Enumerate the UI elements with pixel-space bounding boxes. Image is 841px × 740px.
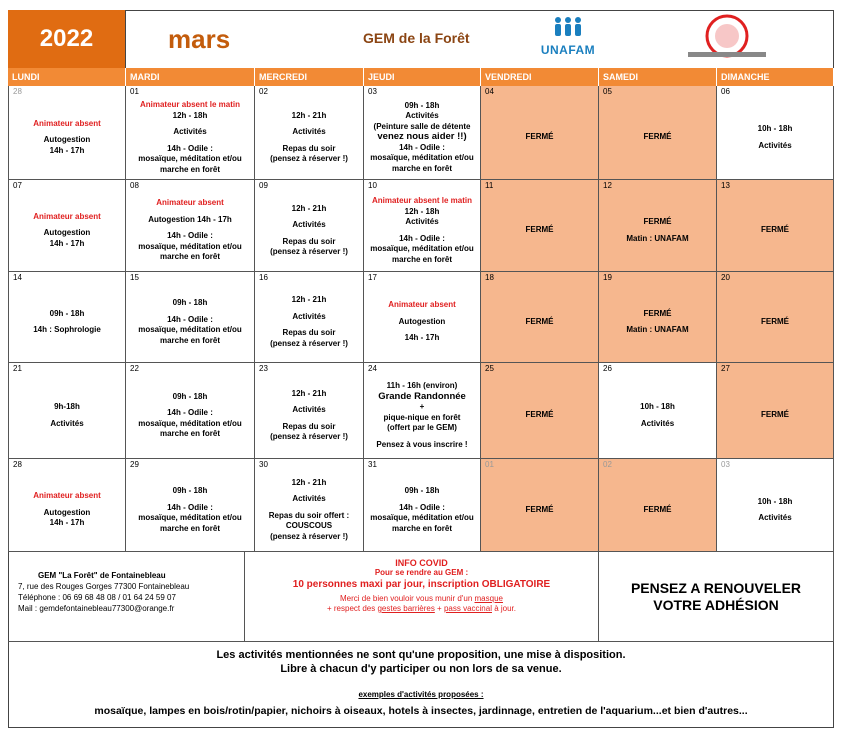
activity-line: 10h - 18h <box>640 402 675 411</box>
day-activities <box>599 190 716 271</box>
day-cell <box>126 459 255 552</box>
day-number: 28 <box>13 460 22 469</box>
day-cell <box>364 363 481 459</box>
day-number: 24 <box>368 364 377 373</box>
day-cell <box>481 86 599 180</box>
day-activities <box>9 469 125 551</box>
activity-line: Animateur absent le matin <box>139 100 241 109</box>
covid-line1: Pour se rendre au GEM : <box>374 568 469 577</box>
day-activities <box>599 469 716 551</box>
day-activities <box>126 96 254 179</box>
day-cell <box>717 272 834 363</box>
activity-line: 14h - 17h <box>49 238 85 248</box>
activity-line: Activités <box>292 494 326 504</box>
day-number: 30 <box>259 460 268 469</box>
activity-line: 14h - 17h <box>404 333 440 343</box>
day-number: 31 <box>368 460 377 469</box>
activity-line: mosaïque, méditation et/ou <box>138 241 242 251</box>
day-activities <box>364 469 480 551</box>
day-activities <box>364 96 480 179</box>
activity-line: Activités <box>640 418 675 428</box>
activity-line: 14h : Sophrologie <box>33 325 101 334</box>
weekday-0: LUNDI <box>8 68 126 86</box>
contact-mail: Mail : gemdefontainebleau77300@orange.fr <box>18 604 175 613</box>
activity-line: Autogestion <box>43 135 91 145</box>
activity-line: FERMÉ <box>643 217 672 226</box>
day-activities <box>717 282 833 362</box>
unafam-logo: UNAFAM <box>523 16 613 64</box>
contact-box <box>8 552 245 642</box>
activity-line: Animateur absent <box>388 300 456 310</box>
activity-line: Matin : UNAFAM <box>626 325 689 334</box>
day-cell <box>717 180 834 272</box>
activity-line: 10h - 18h <box>757 496 793 506</box>
activity-line: 14h - 17h <box>49 145 85 155</box>
activity-line: Activités <box>758 140 792 150</box>
day-number: 26 <box>603 364 612 373</box>
day-activities <box>364 282 480 362</box>
activity-line: Activités <box>292 311 326 321</box>
day-cell <box>599 459 717 552</box>
day-number: 12 <box>603 181 612 190</box>
activity-line: + <box>419 402 425 411</box>
examples-list: mosaïque, lampes en bois/rotin/papier, nichoirs à oiseaux, hotels à insectes, jardinnage, entretien de l'aquarium...et bien d'autres... <box>94 705 748 717</box>
day-number: 15 <box>130 273 139 282</box>
day-number: 02 <box>603 460 612 469</box>
activity-line: Autogestion <box>398 316 446 326</box>
activity-line: Repas du soir offert : <box>268 510 350 520</box>
activity-line: 09h - 18h <box>172 391 208 401</box>
day-number: 01 <box>130 87 139 96</box>
weekday-6: DIMANCHE <box>717 68 834 86</box>
activity-line: Repas du soir <box>282 236 336 246</box>
activity-line: mosaïque, méditation et/ou <box>370 244 474 253</box>
activity-line: mosaïque, méditation et/ou <box>138 418 242 428</box>
day-activities <box>255 282 363 362</box>
day-activities <box>126 190 254 271</box>
activity-line: FERMÉ <box>643 308 672 318</box>
weekday-2: MERCREDI <box>255 68 364 86</box>
day-activities <box>9 282 125 362</box>
activity-line: 14h - Odile : <box>399 233 445 243</box>
day-number: 08 <box>130 181 139 190</box>
activity-line: Repas du soir <box>282 143 336 153</box>
activity-line: Animateur absent <box>33 118 101 128</box>
day-number: 03 <box>368 87 377 96</box>
weekday-4: VENDREDI <box>481 68 599 86</box>
activity-line: Activités <box>50 418 84 428</box>
day-cell <box>255 180 364 272</box>
contact-phone: Téléphone : 06 69 68 48 08 / 01 64 24 59 07 <box>18 593 176 602</box>
day-cell <box>255 86 364 180</box>
calendar-header <box>8 10 834 68</box>
activity-line: Pensez à vous inscrire ! <box>376 439 468 449</box>
activity-line: FERMÉ <box>643 132 672 142</box>
covid-line4: + respect des gestes barrières + pass vaccinal à jour. <box>326 604 516 613</box>
weekday-3: JEUDI <box>364 68 481 86</box>
activity-line: Repas du soir <box>282 421 336 431</box>
day-cell <box>481 180 599 272</box>
day-activities <box>126 373 254 458</box>
renew-text: PENSEZ A RENOUVELER VOTRE ADHÉSION <box>630 579 802 613</box>
day-number: 03 <box>721 460 730 469</box>
activity-line: COUSCOUS <box>285 521 333 531</box>
weekday-5: SAMEDI <box>599 68 717 86</box>
day-number: 04 <box>485 87 494 96</box>
activity-line: Activités <box>173 127 207 136</box>
day-cell <box>255 363 364 459</box>
activity-line: Animateur absent <box>33 211 101 221</box>
day-cell <box>8 86 126 180</box>
day-cell <box>126 363 255 459</box>
day-cell <box>481 272 599 363</box>
activity-line: mosaïque, méditation et/ou <box>138 154 242 163</box>
day-number: 29 <box>130 460 139 469</box>
activity-line: marche en forêt <box>159 429 221 438</box>
activity-line: Animateur absent le matin <box>371 196 473 205</box>
day-activities <box>481 373 598 458</box>
activity-line: 14h - Odile : <box>167 408 213 417</box>
activity-line: mosaïque, méditation et/ou <box>138 513 242 522</box>
day-activities <box>126 282 254 362</box>
activity-line: FERMÉ <box>525 410 554 420</box>
footer-disclaimer: Les activités mentionnées ne sont qu'une proposition, une mise à disposition. Libre à chacun d'y participer ou non lors de sa venue. <box>216 649 626 675</box>
activity-line: Activités <box>292 405 326 414</box>
covid-line2: 10 personnes maxi par jour, inscription OBLIGATOIRE <box>292 579 551 590</box>
day-number: 17 <box>368 273 377 282</box>
activity-line: Animateur absent <box>33 491 101 501</box>
activity-line: Activités <box>758 513 792 522</box>
activity-line: 12h - 21h <box>291 295 327 304</box>
day-activities <box>481 190 598 271</box>
day-cell <box>8 363 126 459</box>
activity-line: marche en forêt <box>159 252 221 262</box>
day-activities <box>255 96 363 179</box>
day-number: 23 <box>259 364 268 373</box>
activity-line: 14h - Odile : <box>399 502 445 512</box>
day-number: 25 <box>485 364 494 373</box>
activity-line: Grande Randonnée <box>378 390 466 402</box>
day-cell <box>255 272 364 363</box>
weekday-header-row <box>8 68 834 86</box>
activity-line: (Peinture salle de détente <box>373 121 471 131</box>
day-cell <box>364 180 481 272</box>
activity-line: FERMÉ <box>761 316 789 326</box>
day-cell <box>126 86 255 180</box>
renew-membership-box <box>599 552 834 642</box>
day-cell <box>717 86 834 180</box>
activity-line: (pensez à réserver !) <box>270 247 348 256</box>
anniversary-logo <box>686 14 768 64</box>
day-number: 09 <box>259 181 268 190</box>
activity-line: Autogestion 14h - 17h <box>148 214 232 224</box>
footer-notes <box>8 642 834 728</box>
day-activities <box>717 373 833 458</box>
unafam-people-icon <box>553 16 583 38</box>
activity-line: (pensez à réserver !) <box>270 338 348 348</box>
contact-address: 7, rue des Rouges Gorges 77300 Fontainebleau <box>18 582 190 591</box>
day-number: 11 <box>485 181 494 190</box>
day-cell <box>717 459 834 552</box>
activity-line: 12h - 21h <box>291 110 327 120</box>
day-activities <box>481 469 598 551</box>
day-cell <box>481 363 599 459</box>
day-number: 27 <box>721 364 730 373</box>
day-cell <box>481 459 599 552</box>
org-title: GEM de la Forêt <box>363 30 470 46</box>
day-activities <box>9 373 125 458</box>
day-number: 02 <box>259 87 268 96</box>
activity-line: 12h - 21h <box>291 477 327 487</box>
activity-line: 10h - 18h <box>757 124 793 133</box>
day-activities <box>255 469 363 551</box>
day-activities <box>255 373 363 458</box>
activity-line: FERMÉ <box>761 225 789 235</box>
day-number: 06 <box>721 87 730 96</box>
day-number: 16 <box>259 273 268 282</box>
day-number: 13 <box>721 181 730 190</box>
activity-line: marche en forêt <box>391 523 453 533</box>
activity-line: 09h - 18h <box>172 486 208 495</box>
activity-line: 09h - 18h <box>404 100 440 110</box>
covid-title: INFO COVID <box>395 558 448 568</box>
day-activities <box>599 373 716 458</box>
day-activities <box>481 96 598 179</box>
activity-line: Autogestion <box>43 228 91 238</box>
day-number: 18 <box>485 273 494 282</box>
day-activities <box>9 96 125 179</box>
day-cell <box>8 272 126 363</box>
activity-line: FERMÉ <box>525 316 554 326</box>
activity-line: Activités <box>405 111 439 121</box>
day-number: 28 <box>13 87 22 96</box>
day-number: 05 <box>603 87 612 96</box>
activity-line: marche en forêt <box>159 523 221 533</box>
activity-line: 09h - 18h <box>172 298 208 307</box>
day-activities <box>255 190 363 271</box>
day-activities <box>481 282 598 362</box>
activity-line: (offert par le GEM) <box>387 423 457 432</box>
activity-line: 14h - Odile : <box>167 502 213 512</box>
activity-line: (pensez à réserver !) <box>270 432 348 441</box>
activity-line: Matin : UNAFAM <box>626 233 689 243</box>
day-cell <box>255 459 364 552</box>
covid-line3: Merci de bien vouloir vous munir d'un masque <box>340 594 503 603</box>
day-cell <box>364 86 481 180</box>
day-activities <box>364 373 480 458</box>
activity-line: pique-nique en forêt <box>383 412 461 422</box>
day-number: 01 <box>485 460 494 469</box>
activity-line: (pensez à réserver !) <box>270 531 348 541</box>
activity-line: mosaïque, méditation et/ou <box>138 325 242 334</box>
day-number: 07 <box>13 181 22 190</box>
day-activities <box>717 190 833 271</box>
activity-line: marche en forêt <box>159 164 221 174</box>
activity-line: 9h-18h <box>54 402 80 411</box>
activity-line: marche en forêt <box>391 254 453 264</box>
sixty-years-icon <box>686 14 768 64</box>
activity-line: mosaïque, méditation et/ou <box>370 153 474 163</box>
activity-line: Activités <box>292 220 326 229</box>
activity-line: Repas du soir <box>282 328 336 337</box>
contact-name: GEM "La Forêt" de Fontainebleau <box>38 571 166 580</box>
activity-line: (pensez à réserver !) <box>270 154 348 163</box>
day-cell <box>126 180 255 272</box>
activity-line: mosaïque, méditation et/ou <box>370 513 474 522</box>
day-cell <box>126 272 255 363</box>
day-cell <box>599 180 717 272</box>
day-number: 14 <box>13 273 22 282</box>
year-label: 2022 <box>8 10 126 68</box>
activity-line: 14h - Odile : <box>167 143 213 153</box>
day-cell <box>8 459 126 552</box>
activity-line: marche en forêt <box>391 163 453 173</box>
day-activities <box>126 469 254 551</box>
day-cell <box>364 272 481 363</box>
month-label: mars <box>168 24 231 54</box>
activity-line: 14h - 17h <box>49 518 85 528</box>
activity-line: FERMÉ <box>525 504 554 514</box>
day-activities <box>717 96 833 179</box>
activity-line: FERMÉ <box>525 132 554 142</box>
day-activities <box>364 190 480 271</box>
day-number: 21 <box>13 364 22 373</box>
activity-line: 14h - Odile : <box>399 142 445 152</box>
activity-line: FERMÉ <box>761 410 789 420</box>
activity-line: 12h - 18h <box>172 110 208 120</box>
day-number: 19 <box>603 273 612 282</box>
activity-line: 14h - Odile : <box>167 314 213 324</box>
activity-line: Animateur absent <box>156 198 224 208</box>
covid-info-box <box>245 552 599 642</box>
day-activities <box>599 96 716 179</box>
activity-line: FERMÉ <box>525 225 554 235</box>
activity-line: 12h - 21h <box>291 388 327 398</box>
day-cell <box>599 86 717 180</box>
activity-line: Activités <box>405 217 439 226</box>
day-number: 10 <box>368 181 377 190</box>
activity-line: marche en forêt <box>159 335 221 345</box>
day-cell <box>8 180 126 272</box>
activity-line: 12h - 21h <box>291 203 327 213</box>
activity-line: 11h - 16h (environ) <box>386 381 458 390</box>
activity-line: 09h - 18h <box>404 486 440 495</box>
day-activities <box>717 469 833 551</box>
examples-title: exemples d'activités proposées : <box>358 690 484 699</box>
activity-line: venez nous aider !!) <box>377 131 467 143</box>
day-cell <box>717 363 834 459</box>
day-number: 22 <box>130 364 139 373</box>
day-cell <box>599 363 717 459</box>
activity-line: 09h - 18h <box>49 308 85 318</box>
day-cell <box>599 272 717 363</box>
day-activities <box>9 190 125 271</box>
activity-line: 12h - 18h <box>404 206 440 216</box>
day-activities <box>599 282 716 362</box>
activity-line: Activités <box>292 127 326 136</box>
activity-line: Autogestion <box>43 507 91 517</box>
day-number: 20 <box>721 273 730 282</box>
day-cell <box>364 459 481 552</box>
activity-line: 14h - Odile : <box>167 231 213 241</box>
activity-line: FERMÉ <box>643 504 672 514</box>
weekday-1: MARDI <box>126 68 255 86</box>
